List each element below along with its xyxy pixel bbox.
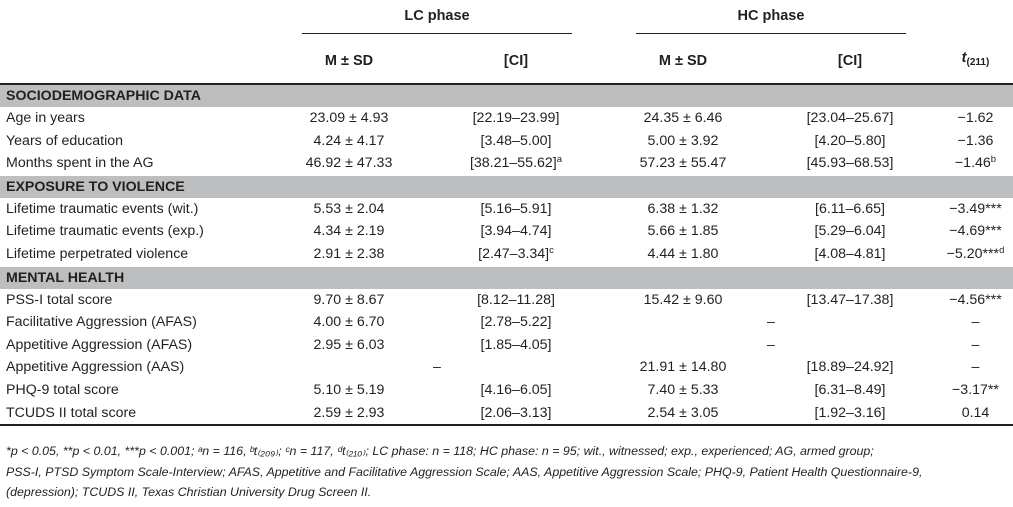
col-header-lc-ci: [CI] [503,52,529,69]
col-header-t: $t_{(211)}$ [961,50,990,68]
hc-empty: – [767,336,775,353]
section-row [0,84,1013,107]
table-row [0,198,1013,221]
t-value: – [971,359,980,376]
hc-mean-sd: 5.00 ± 3.92 [647,132,719,149]
row-label: Appetitive Aggression (AAS) [6,359,185,376]
hc-mean-sd: 6.38 ± 1.32 [647,200,719,217]
lc-mean-sd: 4.00 ± 6.70 [313,314,385,331]
hc-mean-sd: 57.23 ± 55.47 [639,155,727,172]
t-value: −1.36 [957,132,994,149]
col-header-lc-msd: M ± SD [324,52,374,69]
row-label: Months spent in the AG [6,155,154,172]
lc-ci: $[2.47-3.34]^c$ [478,244,554,262]
hc-mean-sd: 4.44 ± 1.80 [647,245,719,262]
lc-mean-sd: 46.92 ± 47.33 [305,155,393,172]
hc-ci: [1.92–3.16] [762,402,938,426]
column-header-row [0,38,1013,84]
table-row [0,289,1013,312]
col-header-hc-msd: M ± SD [658,52,708,69]
hc-ci: [6.11–6.65] [815,200,885,217]
hc-ci: [4.20–5.80] [814,132,886,149]
hc-empty: – [767,314,775,331]
table-row [0,243,1013,266]
t-value: −4.56*** [949,291,1002,308]
table-notes [6,441,1006,503]
table-row [0,311,1013,334]
hc-mean-sd: 24.35 ± 6.46 [643,110,723,126]
hc-mean-sd: 21.91 ± 14.80 [639,359,727,376]
row-label: Years of education [6,132,124,149]
lc-mean-sd: 23.09 ± 4.93 [309,110,389,126]
notes-line-1: *p < 0.05, **p < 0.01, ***p < 0.001; ᵃn = 116, ᵇt₍₂₀₉₎; ᶜn = 117, ᵈt₍₂₁₀₎; LC phase: n = 118; HC phase: n = 95; wit., witnessed; exp., experienced; AG, armed group; [6,444,874,458]
t-value: −4.69*** [949,223,1002,240]
row-label: PHQ-9 total score [6,381,119,398]
t-value: −1.62 [957,110,994,126]
t-value: 0.14 [938,402,1013,426]
table-row [0,152,1013,175]
table-row [0,402,1013,426]
row-label: Age in years [6,110,85,126]
lc-ci: [3.48–5.00] [480,132,552,149]
lc-ci: [2.78–5.22] [480,314,552,331]
table-row [0,130,1013,153]
row-label: Lifetime traumatic events (exp.) [6,223,204,240]
lc-mean-sd: 4.24 ± 4.17 [313,132,385,149]
lc-mean-sd: 2.91 ± 2.38 [313,245,385,262]
section-title: MENTAL HEALTH [0,266,1013,289]
hc-ci: [5.29–6.04] [814,223,886,240]
hc-mean-sd: 7.40 ± 5.33 [647,381,719,398]
lc-ci: [5.16–5.91] [480,200,552,217]
hc-mean-sd: 5.66 ± 1.85 [647,223,719,240]
lc-ci: [1.85–4.05] [480,336,552,353]
hc-ci: [23.04–25.67] [806,110,894,126]
section-row [0,266,1013,289]
section-title: EXPOSURE TO VIOLENCE [0,175,1013,198]
row-label: Appetitive Aggression (AFAS) [6,336,193,353]
table-row [0,379,1013,402]
hc-ci: [6.31–8.49] [814,381,886,398]
t-value: −3.17** [952,381,999,398]
hc-ci: [13.47–17.38] [806,291,894,308]
lc-empty: – [433,359,441,376]
hc-mean-sd: 15.42 ± 9.60 [643,291,723,308]
lc-mean-sd: 4.34 ± 2.19 [313,223,385,240]
hc-ci: [4.08–4.81] [814,245,886,262]
lc-ci: [2.06–3.13] [428,402,604,426]
hc-mean-sd: 2.54 ± 3.05 [604,402,762,426]
notes-line-3: (depression); TCUDS II, Texas Christian University Drug Screen II. [6,485,372,499]
table-row [0,107,1013,130]
lc-mean-sd: 2.95 ± 6.03 [313,336,385,353]
lc-mean-sd: 9.70 ± 8.67 [313,291,385,308]
lc-ci: [8.12–11.28] [477,291,555,308]
table-row [0,356,1013,379]
row-label: PSS-I total score [6,291,113,308]
row-label: TCUDS II total score [0,402,270,426]
lc-mean-sd: 5.53 ± 2.04 [313,200,385,217]
hc-phase-header: HC phase [604,0,938,38]
col-header-hc-ci: [CI] [837,52,863,69]
row-label: Facilitative Aggression (AFAS) [6,314,197,331]
lc-ci: [22.19–23.99] [472,110,560,126]
section-title: SOCIODEMOGRAPHIC DATA [0,84,1013,107]
t-value: −1.46$^b$ [954,154,997,172]
hc-ci: [18.89–24.92] [806,359,894,376]
lc-ci: [3.94–4.74] [480,223,552,240]
section-row [0,175,1013,198]
table-row [0,220,1013,243]
row-label: Lifetime perpetrated violence [6,245,189,262]
t-value: – [971,314,980,331]
hc-ci: [45.93–68.53] [806,155,894,172]
t-value: −3.49*** [949,200,1002,217]
t-value: −5.20***$^d$ [946,244,1005,262]
phase-header-row [0,0,1013,38]
lc-mean-sd: 5.10 ± 5.19 [313,381,385,398]
t-value: – [971,336,980,353]
table-row [0,334,1013,357]
lc-mean-sd: 2.59 ± 2.93 [270,402,428,426]
row-label: Lifetime traumatic events (wit.) [6,200,199,217]
lc-phase-header: LC phase [270,0,604,38]
notes-line-2: PSS-I, PTSD Symptom Scale-Interview; AFAS, Appetitive and Facilitative Aggression Scale; AAS, Appetitive Aggression Scale; PHQ-9, Patient Health Questionnaire-9, [6,464,923,479]
lc-ci: $[38.21-55.62]^a$ [469,154,563,172]
lc-ci: [4.16–6.05] [480,381,552,398]
